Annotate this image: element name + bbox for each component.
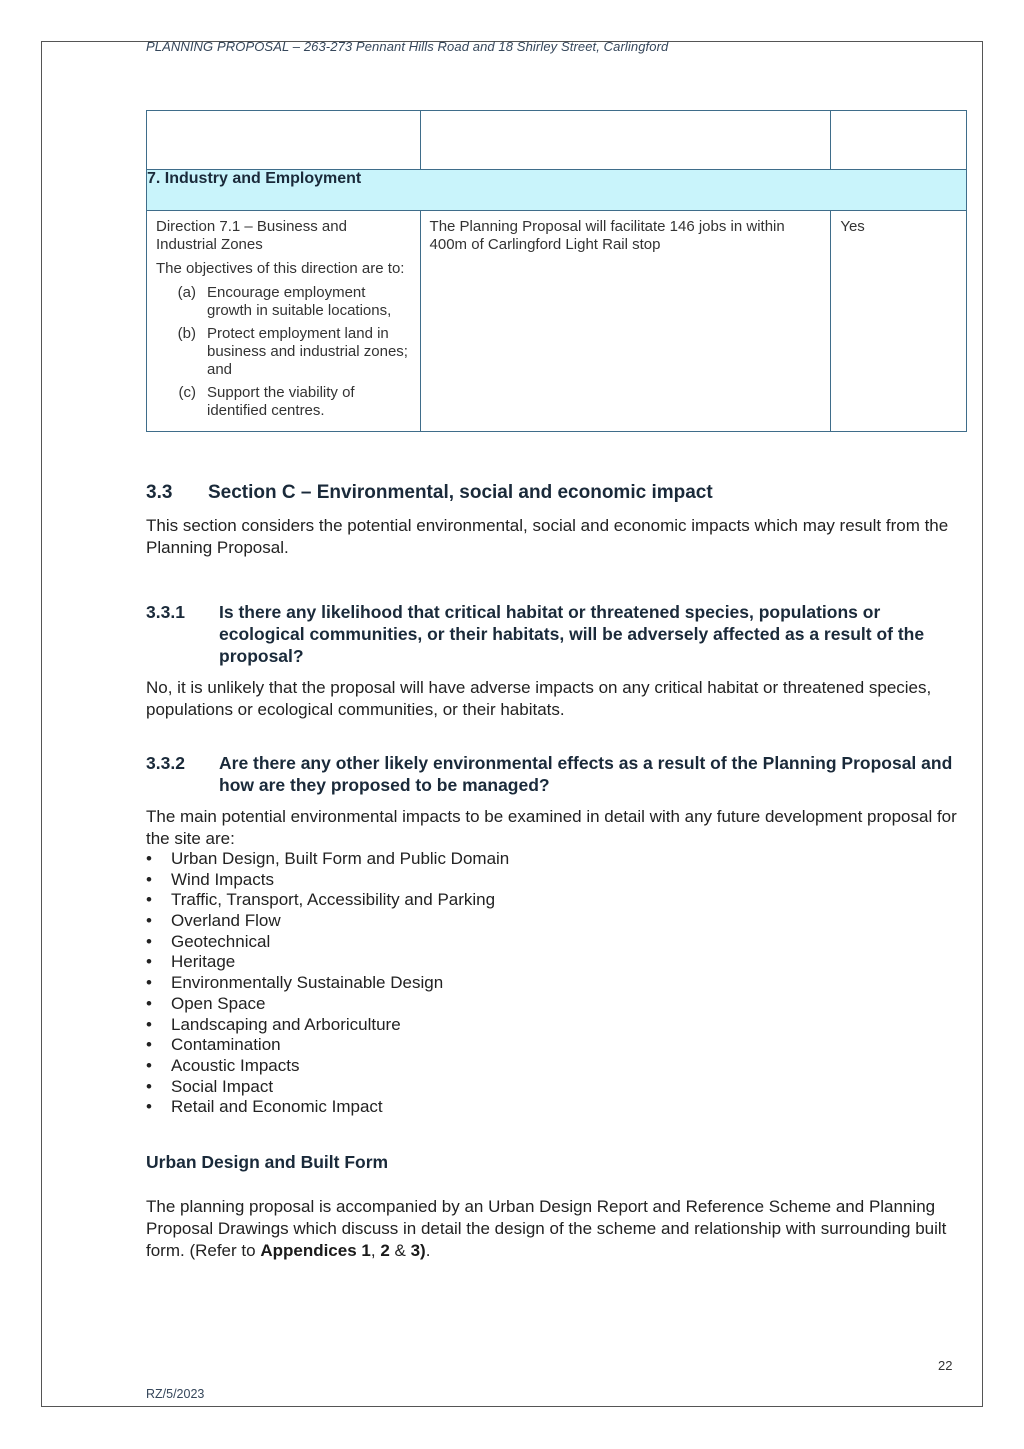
table-section-row	[147, 170, 967, 211]
list-item	[156, 284, 411, 320]
table-cell	[147, 111, 421, 170]
list-text: Support the viability of identified centres.	[207, 384, 355, 419]
list-text: Open Space	[171, 993, 266, 1013]
bullet-icon: •	[146, 931, 152, 951]
list-text: Protect employment land in business and industrial zones; and	[207, 325, 408, 378]
comment-cell	[420, 211, 831, 432]
bullet-icon: •	[146, 890, 152, 910]
bullet-icon: •	[146, 869, 152, 889]
list-item	[146, 1035, 509, 1056]
list-marker: (c)	[178, 384, 196, 401]
bullet-icon: •	[146, 952, 152, 972]
section-title: Section C – Environmental, social and economic impact	[208, 482, 713, 503]
list-item	[146, 890, 509, 911]
document-reference: RZ/5/2023	[146, 1387, 205, 1401]
appendix-ref: Appendices 1	[260, 1241, 371, 1260]
appendix-ref: 2	[380, 1241, 390, 1260]
subheading: Urban Design and Built Form	[146, 1152, 389, 1172]
list-text: Contamination	[171, 1035, 281, 1055]
section-number: 3.3	[146, 482, 173, 503]
list-text: Traffic, Transport, Accessibility and Parking	[171, 890, 496, 910]
list-text: Heritage	[171, 952, 236, 972]
question-answer: No, it is unlikely that the proposal will have adverse impacts on any critical habitat or threatened species, populations or ecological communities, or their habitats.	[146, 678, 932, 719]
table-row	[147, 111, 967, 170]
running-header: PLANNING PROPOSAL – 263-273 Pennant Hills Road and 18 Shirley Street, Carlingford	[146, 39, 669, 54]
consistent-value: Yes	[840, 218, 865, 235]
bullet-icon: •	[146, 1014, 152, 1034]
list-item	[156, 325, 411, 379]
list-text: Social Impact	[171, 1076, 274, 1096]
question-text: Is there any likelihood that critical habitat or threatened species, populations or ecological communities, or their habitats, will be adversely affected as a result of the proposal?	[219, 602, 925, 666]
comment-text: The Planning Proposal will facilitate 146 jobs in within 400m of Carlingford Light Rail stop	[429, 218, 785, 253]
table-section-title: 7. Industry and Employment	[147, 170, 967, 211]
list-text: Environmentally Sustainable Design	[171, 973, 444, 993]
bullet-icon: •	[146, 1055, 152, 1075]
bullet-icon: •	[146, 1076, 152, 1096]
question-number: 3.3.1	[146, 602, 185, 622]
bullet-icon: •	[146, 1097, 152, 1117]
consistency-table	[146, 110, 967, 432]
question-text: Are there any other likely environmental effects as a result of the Planning Proposal and how are they proposed to be managed?	[219, 753, 953, 795]
list-text: Retail and Economic Impact	[171, 1097, 383, 1117]
list-item	[146, 932, 509, 953]
table-cell	[420, 111, 831, 170]
question-heading	[146, 752, 966, 796]
list-item	[146, 870, 509, 891]
bullet-icon: •	[146, 911, 152, 931]
list-text: Geotechnical	[171, 931, 271, 951]
objectives-intro: The objectives of this direction are to:	[156, 260, 405, 277]
bullet-icon: •	[146, 1035, 152, 1055]
bullet-icon: •	[146, 849, 152, 868]
table-cell	[831, 111, 967, 170]
list-text: Landscaping and Arboriculture	[171, 1014, 401, 1034]
list-marker: (b)	[177, 325, 196, 342]
question-heading	[146, 601, 966, 667]
list-item	[146, 952, 509, 973]
section-intro: This section considers the potential environmental, social and economic impacts which may result from the Planning Proposal.	[146, 516, 949, 557]
objectives-list	[156, 284, 411, 420]
list-text: Acoustic Impacts	[171, 1055, 300, 1075]
impacts-intro: The main potential environmental impacts to be examined in detail with any future development proposal for the site are:	[146, 807, 957, 848]
list-item	[146, 849, 509, 870]
section-heading	[146, 482, 713, 504]
question-number: 3.3.2	[146, 753, 185, 773]
body-text: The planning proposal is accompanied by an Urban Design Report and Reference Scheme and Planning Proposal Drawings which discuss in detail the design of the scheme and relationship with surrounding built form. (Refer to	[146, 1197, 947, 1260]
bullet-icon: •	[146, 973, 152, 993]
appendix-ref: 3)	[410, 1241, 426, 1260]
ref-separator: ,	[370, 1241, 381, 1260]
list-item	[146, 911, 509, 932]
list-item	[156, 384, 411, 420]
list-text: Encourage employment growth in suitable locations,	[207, 284, 392, 319]
impacts-list	[146, 849, 509, 1118]
list-text: Overland Flow	[171, 911, 281, 931]
bullet-icon: •	[146, 993, 152, 1013]
direction-cell	[147, 211, 421, 432]
list-text: Wind Impacts	[171, 869, 274, 889]
ref-separator: &	[389, 1241, 411, 1260]
list-item	[146, 1077, 509, 1098]
list-item	[146, 1056, 509, 1077]
list-item	[146, 994, 509, 1015]
list-item	[146, 1097, 509, 1118]
list-marker: (a)	[177, 284, 196, 301]
list-item	[146, 1015, 509, 1036]
list-text: Urban Design, Built Form and Public Domain	[171, 849, 510, 868]
page-number: 22	[938, 1358, 953, 1373]
list-item	[146, 973, 509, 994]
table-row	[147, 211, 967, 432]
body-text: .	[425, 1241, 431, 1260]
consistent-cell	[831, 211, 967, 432]
urban-design-paragraph	[146, 1196, 972, 1262]
direction-title: Direction 7.1 – Business and Industrial Zones	[156, 218, 347, 253]
